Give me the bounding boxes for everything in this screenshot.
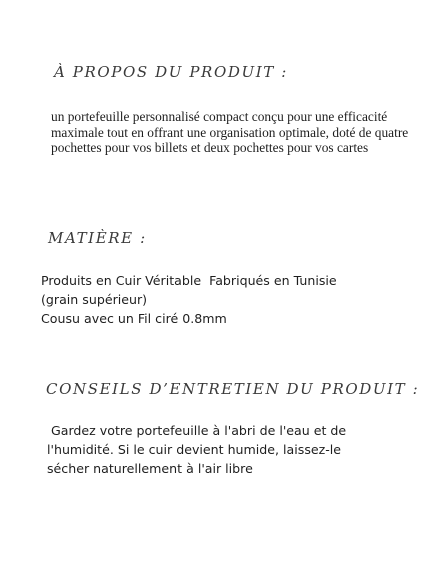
about-line-2: maximale tout en offrant une organisation optimale, doté de quatre: [51, 124, 409, 140]
care-advice-description: [47, 421, 437, 479]
care-line-2: l'humidité. Si le cuir devient humide, laissez-le: [47, 442, 342, 458]
material-line-2: (grain supérieur): [41, 292, 148, 308]
material-line-1: Produits en Cuir Véritable Fabriqués en Tunisie: [41, 273, 337, 288]
material-heading: MATIÈRE :: [48, 229, 147, 247]
about-product-heading: À PROPOS DU PRODUIT :: [54, 63, 288, 81]
material-description: [41, 271, 441, 329]
material-line-3: Cousu avec un Fil ciré 0.8mm: [41, 311, 227, 327]
care-line-1: Gardez votre portefeuille à l'abri de l'eau et de: [47, 423, 347, 438]
care-line-3: sécher naturellement à l'air libre: [47, 461, 253, 477]
about-line-1: un portefeuille personnalisé compact conçu pour une efficacité: [51, 109, 388, 124]
about-product-description: [51, 109, 441, 156]
about-line-3: pochettes pour vos billets et deux pochettes pour vos cartes: [51, 140, 369, 155]
care-advice-heading: CONSEILS D’ENTRETIEN DU PRODUIT :: [46, 380, 420, 398]
